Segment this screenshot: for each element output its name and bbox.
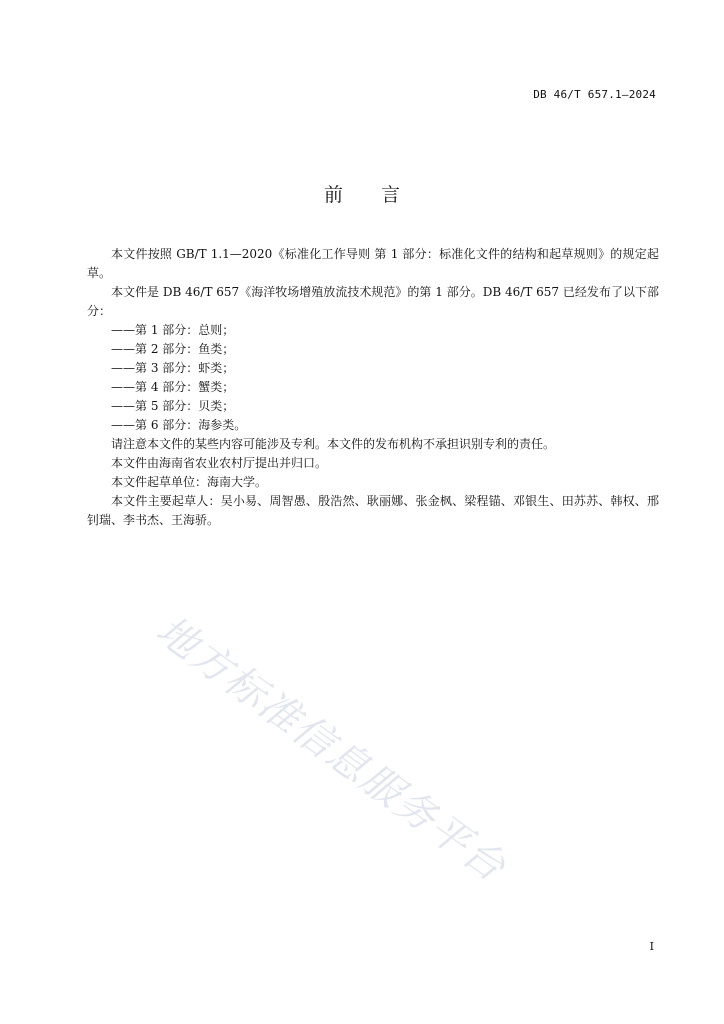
foreword-body [87,245,659,530]
list-item: ——第 4 部分：蟹类； [111,380,235,394]
list-item: ——第 3 部分：虾类； [111,361,235,375]
page-number: I [649,940,654,953]
list-item: ——第 1 部分：总则； [111,323,235,337]
paragraph-patent-notice: 请注意本文件的某些内容可能涉及专利。本文件的发布机构不承担识别专利的责任。 [111,437,556,451]
document-number: DB 46/T 657.1—2024 [533,88,656,101]
list-item: ——第 2 部分：鱼类； [111,342,235,356]
list-item: ——第 5 部分：贝类； [111,399,235,413]
paragraph-drafting-unit: 本文件起草单位：海南大学。 [111,475,268,489]
paragraph-drafting-rules: 本文件按照 GB/T 1.1—2020《标准化工作导则 第 1 部分：标准化文件的结构和起草规则》的规定起草。 [87,247,659,280]
paragraph-proposer: 本文件由海南省农业农村厅提出并归口。 [111,456,328,470]
paragraph-series-parts: 本文件是 DB 46/T 657《海洋牧场增殖放流技术规范》的第 1 部分。DB 46/T 657 已经发布了以下部分： [87,285,659,318]
list-item: ——第 6 部分：海参类。 [111,418,247,432]
paragraph-drafters: 本文件主要起草人：吴小易、周智愚、殷浩然、耿丽娜、张金枫、梁程锚、邓银生、田苏苏、韩权、邢钊瑞、李书杰、王海骄。 [87,494,659,527]
watermark: 地方标准信息服务平台 [147,607,515,892]
page-title: 前言 [323,184,438,206]
